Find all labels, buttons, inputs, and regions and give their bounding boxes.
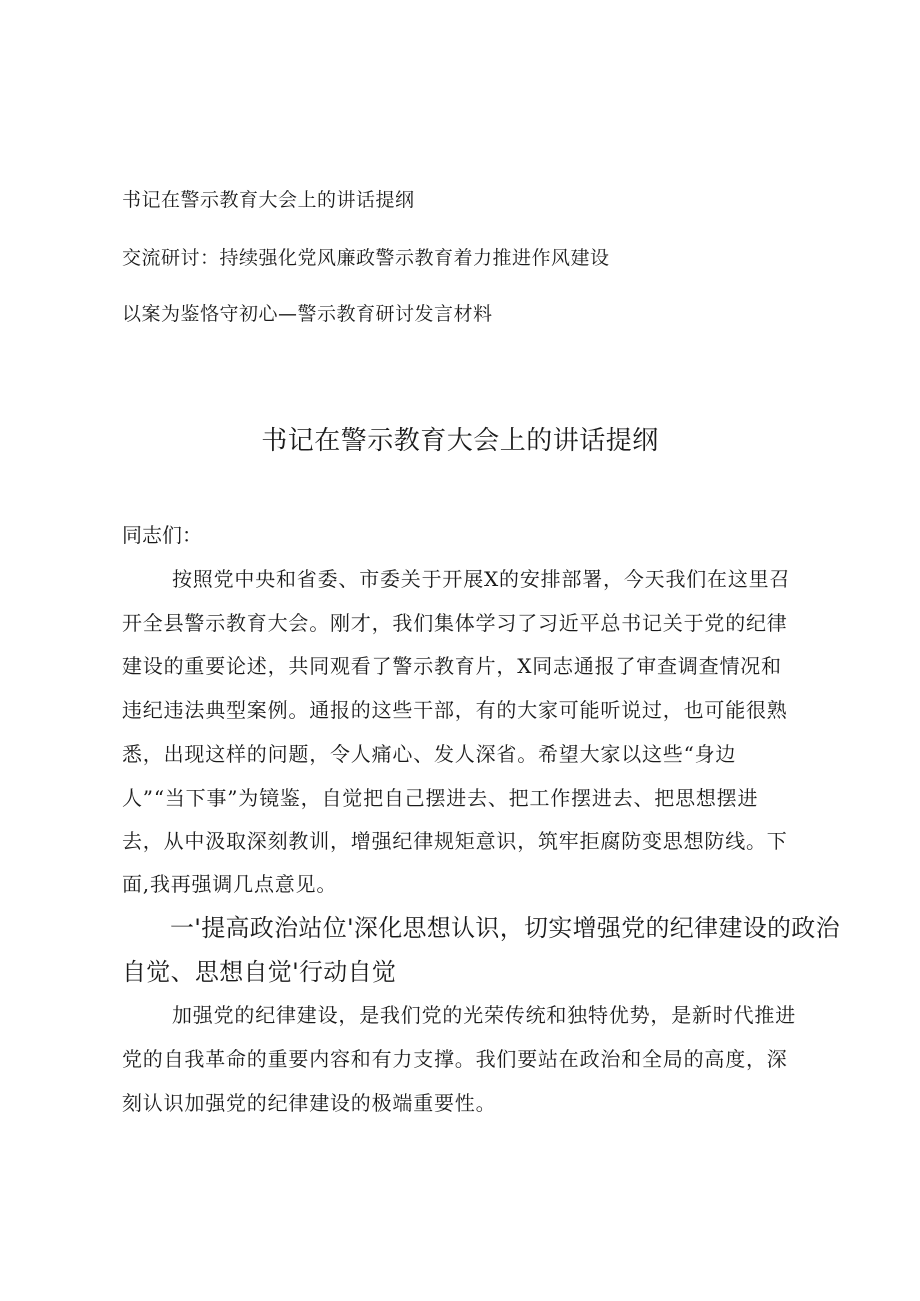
paragraph-line: 面,我再强调几点意见。 <box>122 872 338 896</box>
paragraph-line: 刻认识加强党的纪律建设的极端重要性。 <box>122 1091 497 1115</box>
paragraph-line: 人”“当下事”为镜鉴，自觉把自己摆进去、把工作摆进去、把思想摆进 <box>122 786 759 810</box>
section-heading-line: 自觉、思想自觉'行动自觉 <box>122 958 397 986</box>
paragraph-line: 悉，出现这样的问题，令人痛心、发人深省。希望大家以这些“身边 <box>122 742 737 766</box>
paragraph-line: 建设的重要论述，共同观看了警示教育片，X同志通报了审查调查情况和 <box>122 654 782 678</box>
paragraph-line: 开全县警示教育大会。刚才，我们集体学习了习近平总书记关于党的纪律 <box>122 611 788 635</box>
paragraph-line: 按照党中央和省委、市委关于开展X的安排部署，今天我们在这里召 <box>172 567 791 591</box>
toc-item: 以案为鉴恪守初心—警示教育研讨发言材料 <box>122 303 493 325</box>
paragraph-line: 去，从中汲取深刻教训，增强纪律规矩意识，筑牢拒腐防变思想防线。下 <box>122 829 788 853</box>
paragraph-line: 加强党的纪律建设，是我们党的光荣传统和独特优势，是新时代推进 <box>172 1003 796 1027</box>
document-title: 书记在警示教育大会上的讲话提纲 <box>261 426 659 456</box>
paragraph-line: 违纪违法典型案例。通报的这些干部，有的大家可能听说过，也可能很熟 <box>122 698 788 722</box>
salutation: 同志们： <box>122 523 202 547</box>
paragraph-line: 党的自我革命的重要内容和有力支撑。我们要站在政治和全局的高度，深 <box>122 1047 788 1071</box>
toc-item: 书记在警示教育大会上的讲话提纲 <box>122 189 415 211</box>
toc-item: 交流研讨：持续强化党风廉政警示教育着力推进作风建设 <box>122 247 610 269</box>
section-heading-line: 一'提高政治站位'深化思想认识，切实增强党的纪律建设的政治 <box>170 914 840 942</box>
